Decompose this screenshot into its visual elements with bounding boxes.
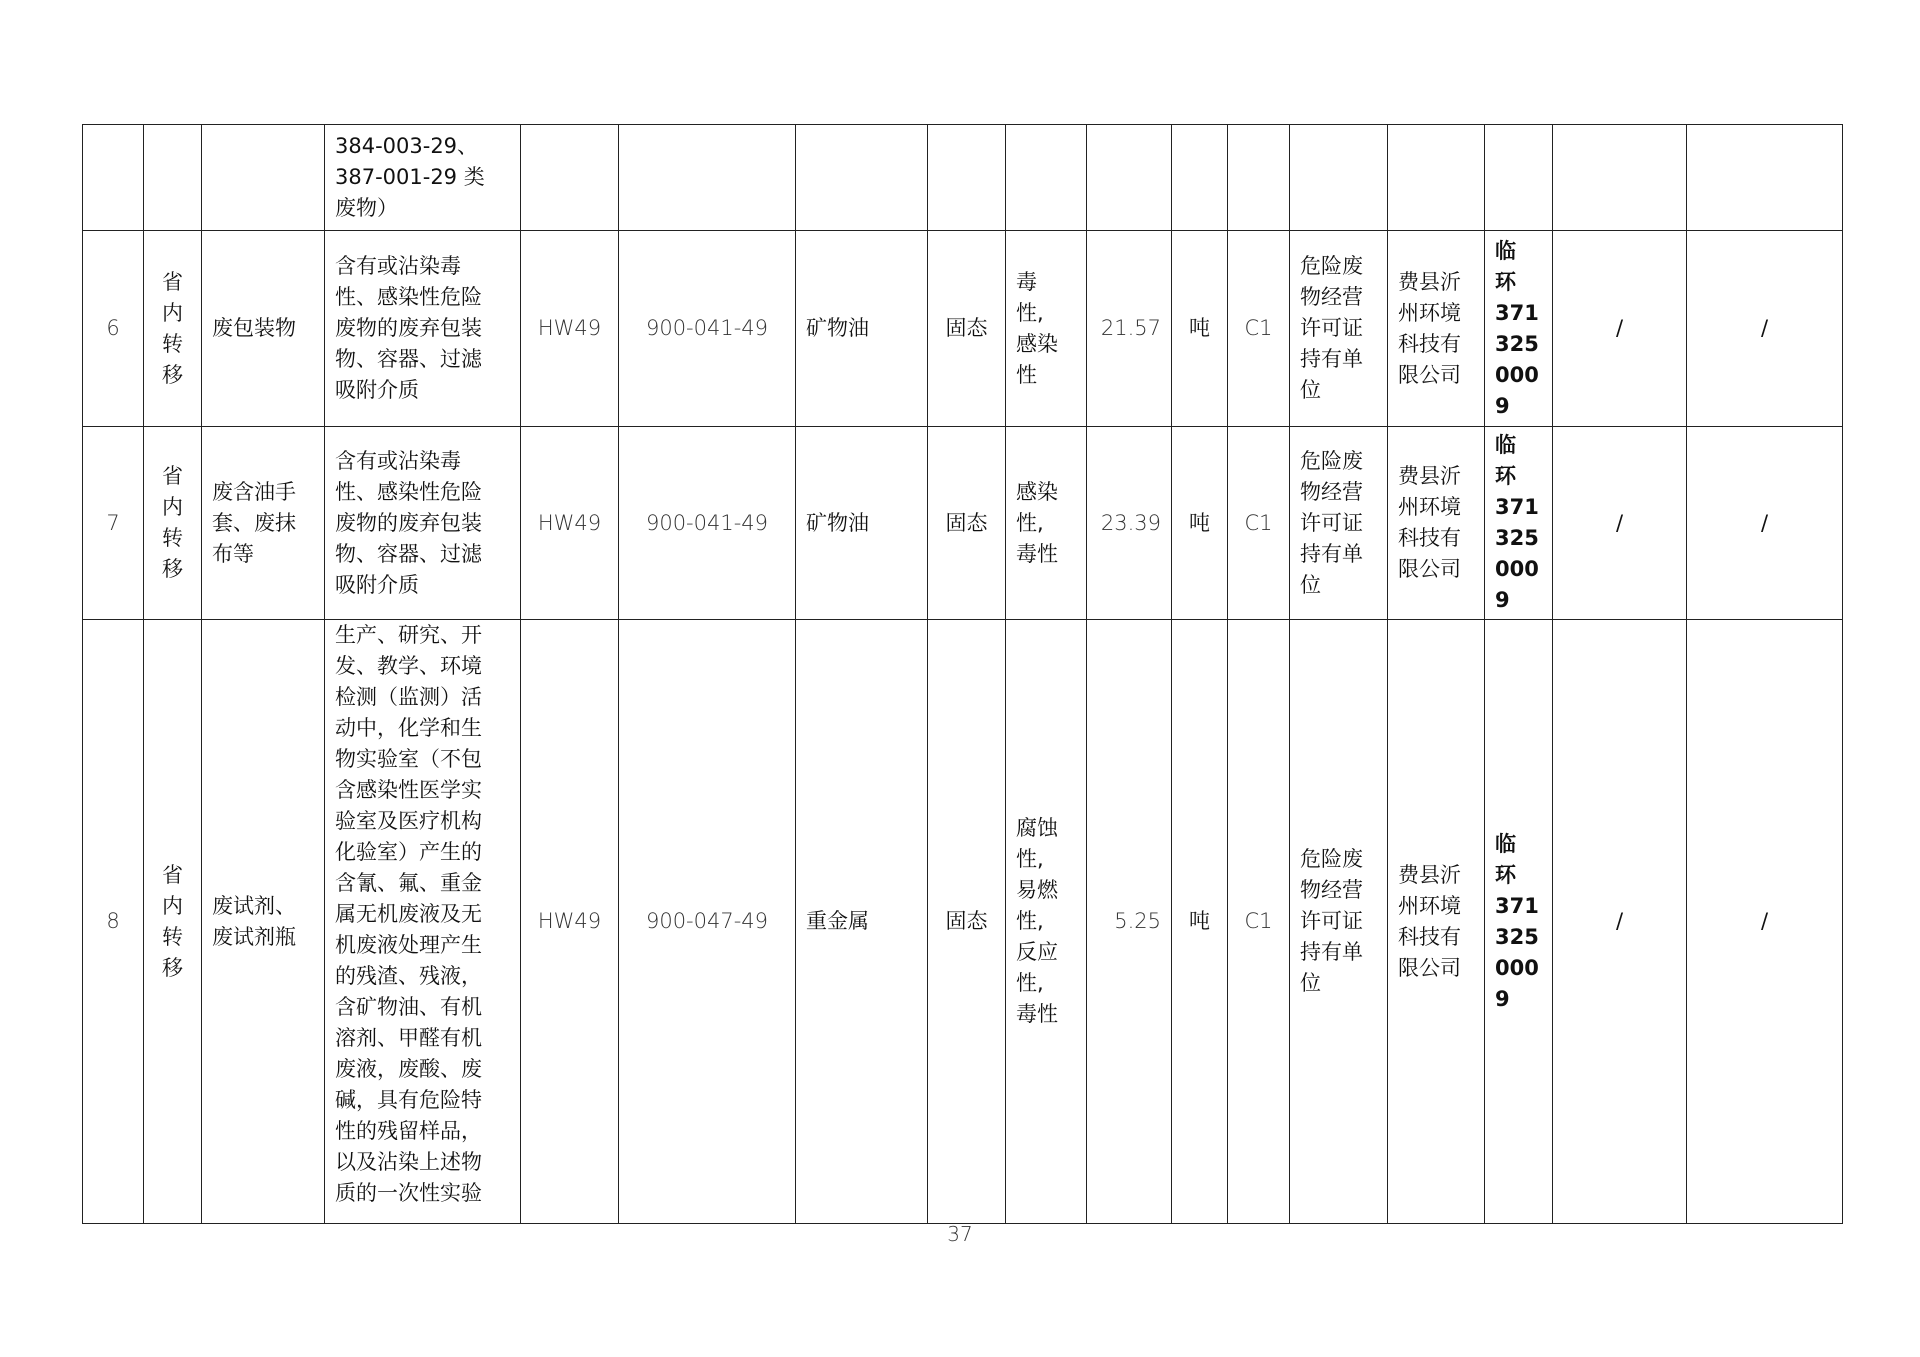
transfer-type-cell: [144, 125, 202, 231]
extra-cell-2: /: [1687, 427, 1843, 620]
unit-cell: 吨: [1172, 620, 1228, 1224]
receiver-type-cell: 危险废 物经营 许可证 持有单 位: [1290, 231, 1388, 427]
physical-form-cell: 固态: [928, 620, 1006, 1224]
hazard-property-cell: 腐蚀 性, 易燃 性, 反应 性, 毒性: [1006, 620, 1087, 1224]
page-number: 37: [947, 1222, 973, 1246]
permit-number-cell: [1485, 125, 1553, 231]
receiver-name-cell: [1388, 125, 1485, 231]
hazard-component-cell: 矿物油: [796, 427, 928, 620]
disposal-method-cell: [1228, 125, 1290, 231]
receiver-name-cell: 费县沂 州环境 科技有 限公司: [1388, 231, 1485, 427]
waste-code-cell: 900-041-49: [619, 231, 796, 427]
extra-cell-1: /: [1553, 427, 1687, 620]
waste-code-cell: 900-047-49: [619, 620, 796, 1224]
waste-category-cell: HW49: [521, 427, 619, 620]
disposal-method-cell: C1: [1228, 427, 1290, 620]
waste-description-cell: 生产、研究、开 发、教学、环境 检测（监测）活 动中，化学和生 物实验室（不包 含感染性医学实 验室及医疗机构 化验室）产生的 含氰、氟、重金 属无机废液及无 机废液处理产生 的残渣、残液， 含矿物油、有机 溶剂、甲醛有机 废液，废酸、废 碱，具有危险特 性的残留样品， 以及沾染上述物 质的一次性实验: [325, 620, 521, 1224]
hazard-component-cell: [796, 125, 928, 231]
permit-number-cell: 临 环 371 325 000 9: [1485, 620, 1553, 1224]
extra-cell-2: /: [1687, 231, 1843, 427]
receiver-type-cell: 危险废 物经营 许可证 持有单 位: [1290, 620, 1388, 1224]
hazard-component-cell: 矿物油: [796, 231, 928, 427]
waste-description-cell: 含有或沾染毒 性、感染性危险 废物的废弃包装 物、容器、过滤 吸附介质: [325, 231, 521, 427]
extra-cell-1: /: [1553, 620, 1687, 1224]
receiver-type-cell: [1290, 125, 1388, 231]
disposal-method-cell: C1: [1228, 620, 1290, 1224]
waste-code-cell: 900-041-49: [619, 427, 796, 620]
waste-description-cell: 384-003-29、 387-001-29 类 废物）: [325, 125, 521, 231]
transfer-type-cell: 省 内 转 移: [144, 231, 202, 427]
extra-cell-2: [1687, 125, 1843, 231]
transfer-type-cell: 省 内 转 移: [144, 620, 202, 1224]
hazard-property-cell: 毒 性, 感染 性: [1006, 231, 1087, 427]
extra-cell-1: [1553, 125, 1687, 231]
receiver-name-cell: 费县沂 州环境 科技有 限公司: [1388, 427, 1485, 620]
seq-cell: [83, 125, 144, 231]
physical-form-cell: 固态: [928, 231, 1006, 427]
waste-category-cell: HW49: [521, 620, 619, 1224]
hazard-property-cell: [1006, 125, 1087, 231]
unit-cell: [1172, 125, 1228, 231]
table-row: [83, 125, 1843, 231]
hazard-property-cell: 感染 性, 毒性: [1006, 427, 1087, 620]
amount-cell: 23.39: [1087, 427, 1172, 620]
table-row: [83, 427, 1843, 620]
disposal-method-cell: C1: [1228, 231, 1290, 427]
seq-cell: 7: [83, 427, 144, 620]
amount-cell: 5.25: [1087, 620, 1172, 1224]
waste-category-cell: HW49: [521, 231, 619, 427]
amount-cell: 21.57: [1087, 231, 1172, 427]
seq-cell: 6: [83, 231, 144, 427]
permit-number-cell: 临 环 371 325 000 9: [1485, 231, 1553, 427]
hazard-component-cell: 重金属: [796, 620, 928, 1224]
physical-form-cell: 固态: [928, 427, 1006, 620]
waste-name-cell: 废包装物: [202, 231, 325, 427]
unit-cell: 吨: [1172, 427, 1228, 620]
seq-cell: 8: [83, 620, 144, 1224]
amount-cell: [1087, 125, 1172, 231]
transfer-type-cell: 省 内 转 移: [144, 427, 202, 620]
permit-number-cell: 临 环 371 325 000 9: [1485, 427, 1553, 620]
physical-form-cell: [928, 125, 1006, 231]
hazardous-waste-table: [82, 124, 1843, 1224]
waste-name-cell: 废试剂、 废试剂瓶: [202, 620, 325, 1224]
waste-description-cell: 含有或沾染毒 性、感染性危险 废物的废弃包装 物、容器、过滤 吸附介质: [325, 427, 521, 620]
extra-cell-2: /: [1687, 620, 1843, 1224]
waste-code-cell: [619, 125, 796, 231]
table-row: [83, 231, 1843, 427]
receiver-name-cell: 费县沂 州环境 科技有 限公司: [1388, 620, 1485, 1224]
waste-category-cell: [521, 125, 619, 231]
receiver-type-cell: 危险废 物经营 许可证 持有单 位: [1290, 427, 1388, 620]
table-row: [83, 620, 1843, 1224]
waste-name-cell: [202, 125, 325, 231]
waste-name-cell: 废含油手 套、废抹 布等: [202, 427, 325, 620]
unit-cell: 吨: [1172, 231, 1228, 427]
extra-cell-1: /: [1553, 231, 1687, 427]
